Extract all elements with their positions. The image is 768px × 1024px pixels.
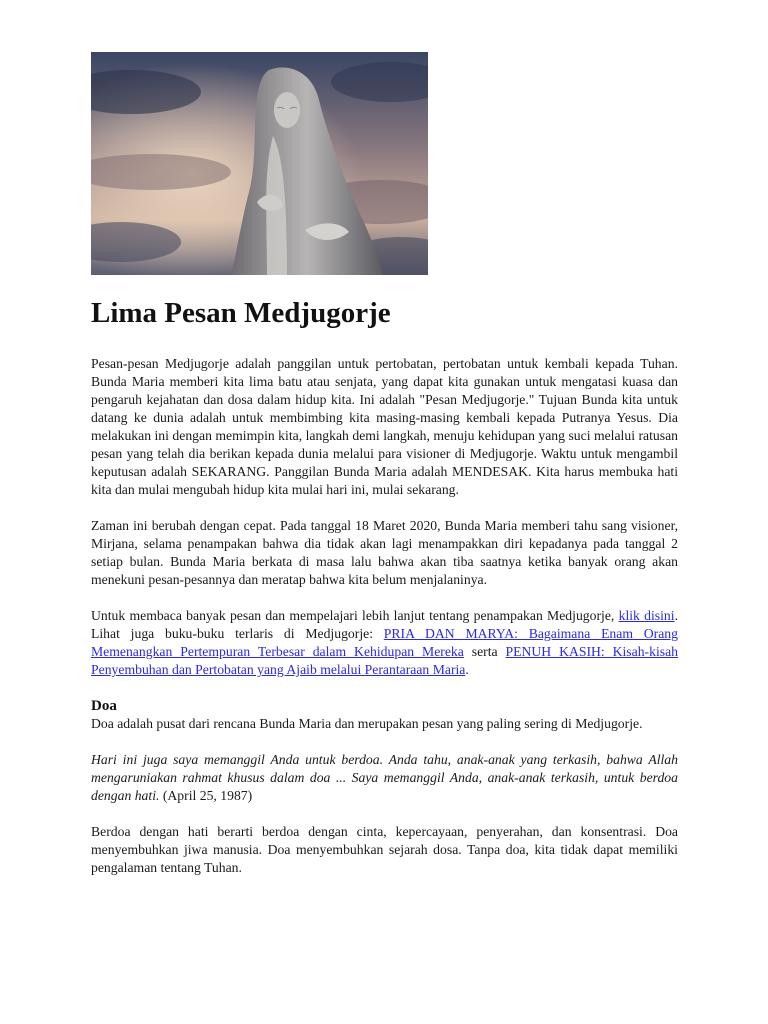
statue-of-mary-icon [91, 52, 428, 275]
book-pria-dan-marya-link[interactable]: PRIA DAN MARYA: Bagaimana Enam Orang Memenangkan Pertempuran Terbesar dalam Kehidupan Mereka [91, 626, 678, 659]
links-intro-text: Untuk membaca banyak pesan dan mempelajari lebih lanjut tentang penampakan Medjugorje, [91, 608, 619, 623]
doa-quote [91, 751, 678, 805]
links-end-text: . [465, 662, 469, 677]
links-mid2-text: serta [463, 644, 506, 659]
book-penuh-kasih-link[interactable]: PENUH KASIH: Kisah-kisah Penyembuhan dan Pertobatan yang Ajaib melalui Perantaraan Maria [91, 644, 679, 677]
section-heading-doa: Doa [91, 698, 117, 714]
quote-date: (April 25, 1987) [159, 788, 253, 803]
page-title: Lima Pesan Medjugorje [91, 297, 391, 329]
links-paragraph [91, 607, 678, 679]
read-messages-link[interactable]: klik disini [618, 608, 675, 623]
doa-paragraph: Doa adalah pusat dari rencana Bunda Maria dan merupakan pesan yang paling sering di Medjugorje. [91, 716, 643, 731]
article [91, 293, 678, 895]
intro-paragraph: Pesan-pesan Medjugorje adalah panggilan untuk pertobatan, pertobatan untuk kembali kepada Tuhan. Bunda Maria memberi kita lima batu atau senjata, yang dapat kita gunakan untuk mengatasi kuasa dan pengaruh kejahatan dan dosa dalam hidup kita. Ini adalah "Pesan Medjugorje." Tujuan Bunda kita untuk datang ke dunia adalah untuk membimbing kita masing-masing kembali kepada Putranya Yesus. Dia melakukan ini dengan memimpin kita, langkah demi langkah, menuju kehidupan yang suci melalui ratusan pesan yang telah dia berikan kepada dunia melalui para visioner di Medjugorje. Waktu untuk mengambil keputusan adalah SEKARANG. Panggilan Bunda Maria adalah MENDESAK. Kita harus membuka hati kita dan mulai mengubah hidup kita mulai hari ini, mulai sekarang. [91, 356, 678, 497]
quote-text: Hari ini juga saya memanggil Anda untuk berdoa. Anda tahu, anak-anak yang terkasih, bahwa Allah mengaruniakan rahmat khusus dalam doa ... Saya memanggil Anda, anak-anak terkasih, untuk berdoa dengan hati. [91, 752, 678, 803]
doa-explanation-paragraph: Berdoa dengan hati berarti berdoa dengan cinta, kepercayaan, penyerahan, dan konsentrasi. Doa menyembuhkan jiwa manusia. Doa menyembuhkan sejarah dosa. Tanpa doa, kita tidak dapat memiliki pengalaman tentang Tuhan. [91, 824, 678, 875]
hero-image [91, 52, 428, 275]
news-paragraph: Zaman ini berubah dengan cepat. Pada tanggal 18 Maret 2020, Bunda Maria memberi tahu sang visioner, Mirjana, selama penampakan bahwa dia tidak akan lagi menampakkan diri kepadanya pada tanggal 2 setiap bulan. Bunda Maria berkata di masa lalu bahwa akan tiba saatnya ketika banyak orang akan menekuni pesan-pesannya dan meratap bahwa kita belum menjalaninya. [91, 518, 678, 587]
links-mid-text: . Lihat juga buku-buku terlaris di Medjugorje: [91, 608, 679, 641]
